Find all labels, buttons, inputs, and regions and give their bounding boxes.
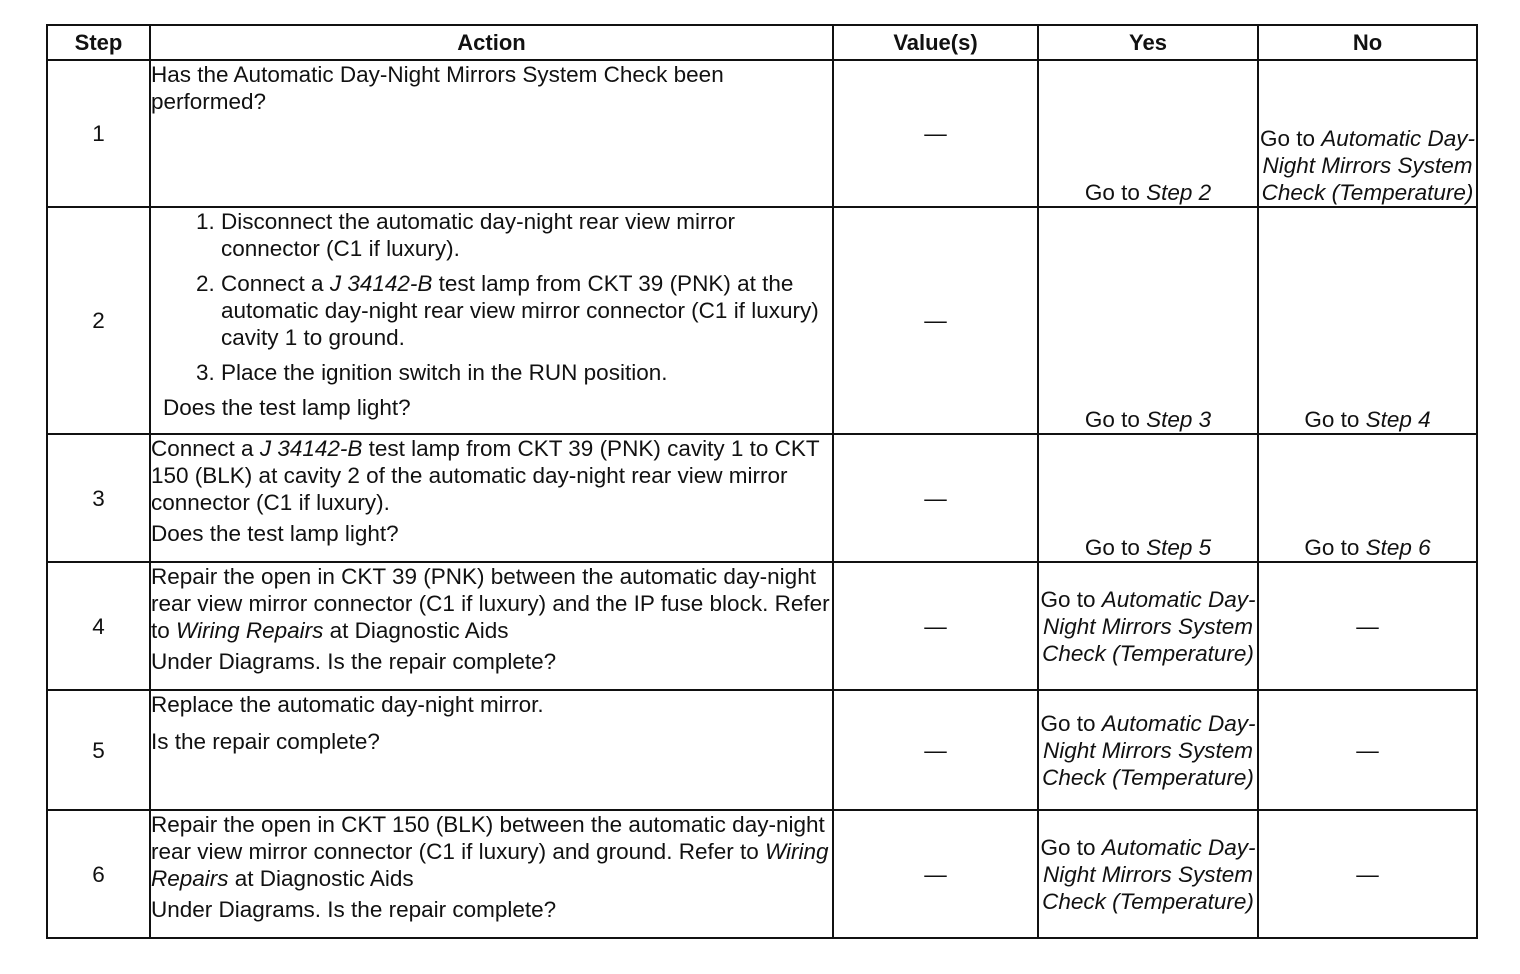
- table-row: [47, 810, 1477, 938]
- yes-prefix: Go to: [1084, 180, 1147, 205]
- diagnostic-table: [46, 24, 1478, 939]
- action-line: Has the Automatic Day-Night Mirrors System Check been performed?: [151, 62, 724, 114]
- value-dash: —: [1356, 861, 1379, 887]
- value-dash: —: [1356, 613, 1379, 639]
- value-cell: [833, 434, 1038, 562]
- substep-item: 3. Place the ignition switch in the RUN position.: [221, 359, 832, 386]
- no-link[interactable]: Step 6: [1365, 535, 1431, 560]
- value-cell: [833, 207, 1038, 434]
- no-link[interactable]: Automatic Day-Night Mirrors System Check (Temperature): [1261, 126, 1476, 205]
- value-dash: —: [924, 121, 947, 146]
- header-no: No: [1258, 25, 1477, 60]
- yes-link[interactable]: Automatic Day-Night Mirrors System Check (Temperature): [1042, 710, 1256, 790]
- yes-prefix: Go to: [1040, 710, 1102, 736]
- table-row: [47, 60, 1477, 207]
- no-cell: [1258, 810, 1477, 938]
- yes-link[interactable]: Automatic Day-Night Mirrors System Check (Temperature): [1042, 834, 1256, 914]
- yes-prefix: Go to: [1040, 834, 1102, 860]
- action-text: [150, 690, 833, 810]
- value-dash: —: [924, 308, 947, 333]
- value-cell: [833, 810, 1038, 938]
- no-link[interactable]: Step 4: [1365, 407, 1431, 432]
- table-row: [47, 562, 1477, 690]
- no-cell: [1258, 562, 1477, 690]
- table-row: [47, 434, 1477, 562]
- table-row: [47, 690, 1477, 810]
- value-dash: —: [1356, 737, 1379, 763]
- no-cell: [1258, 60, 1477, 207]
- header-row: [47, 25, 1477, 60]
- yes-cell: [1038, 562, 1258, 690]
- substep-item: 1. Disconnect the automatic day-night rear view mirror connector (C1 if luxury).: [221, 208, 832, 262]
- value-dash: —: [924, 485, 947, 511]
- header-step: Step: [47, 25, 150, 60]
- table-row: [47, 207, 1477, 434]
- action-question: Does the test lamp light?: [163, 395, 411, 420]
- value-dash: —: [924, 737, 947, 763]
- action-text: [150, 207, 833, 434]
- value-cell: [833, 60, 1038, 207]
- yes-cell: [1038, 60, 1258, 207]
- substep-item: 2. Connect a J 34142-B test lamp from CKT 39 (PNK) at the automatic day-night rear view mirror connector (C1 if luxury) cavity 1 to ground.: [221, 270, 832, 351]
- no-prefix: Go to: [1304, 407, 1366, 432]
- step-number: 5: [47, 690, 150, 810]
- action-question: Under Diagrams. Is the repair complete?: [151, 897, 557, 922]
- yes-cell: [1038, 810, 1258, 938]
- yes-link[interactable]: Step 2: [1146, 180, 1212, 205]
- substep-list: [163, 208, 832, 386]
- action-question: Does the test lamp light?: [151, 521, 399, 546]
- tool-ref: J 34142-B: [329, 271, 433, 296]
- header-action: Action: [150, 25, 833, 60]
- action-line: Repair the open in CKT 150 (BLK) between the automatic day-night rear view mirror connector (C1 if luxury) and ground. Refer to Wiring Repairs at Diagnostic Aids: [151, 812, 829, 891]
- action-text: [150, 434, 833, 562]
- header-yes: Yes: [1038, 25, 1258, 60]
- no-cell: [1258, 207, 1477, 434]
- action-text: [150, 810, 833, 938]
- yes-link[interactable]: Step 5: [1146, 535, 1212, 560]
- yes-cell: [1038, 207, 1258, 434]
- value-cell: [833, 690, 1038, 810]
- tool-ref: J 34142-B: [259, 436, 363, 461]
- wiring-repairs-ref: Wiring Repairs: [151, 839, 829, 891]
- yes-link[interactable]: Step 3: [1146, 407, 1212, 432]
- yes-cell: [1038, 434, 1258, 562]
- no-cell: [1258, 690, 1477, 810]
- yes-link[interactable]: Automatic Day-Night Mirrors System Check (Temperature): [1042, 586, 1256, 666]
- action-line: Connect a J 34142-B test lamp from CKT 39 (PNK) cavity 1 to CKT 150 (BLK) at cavity 2 of the automatic day-night rear view mirror connector (C1 if luxury).: [151, 436, 820, 515]
- no-cell: [1258, 434, 1477, 562]
- action-question: Under Diagrams. Is the repair complete?: [151, 649, 557, 674]
- no-prefix: Go to: [1259, 126, 1322, 151]
- action-line: Replace the automatic day-night mirror.: [151, 692, 544, 717]
- step-number: 2: [47, 207, 150, 434]
- step-number: 3: [47, 434, 150, 562]
- action-question: Is the repair complete?: [151, 729, 380, 754]
- value-cell: [833, 562, 1038, 690]
- no-prefix: Go to: [1304, 535, 1366, 560]
- value-dash: —: [924, 613, 947, 639]
- step-number: 1: [47, 60, 150, 207]
- value-dash: —: [924, 861, 947, 887]
- action-text: [150, 562, 833, 690]
- yes-cell: [1038, 690, 1258, 810]
- action-text: [150, 60, 833, 207]
- step-number: 4: [47, 562, 150, 690]
- step-number: 6: [47, 810, 150, 938]
- yes-prefix: Go to: [1084, 535, 1147, 560]
- yes-prefix: Go to: [1084, 407, 1147, 432]
- yes-prefix: Go to: [1040, 586, 1102, 612]
- header-values: Value(s): [833, 25, 1038, 60]
- wiring-repairs-ref: Wiring Repairs: [176, 618, 324, 643]
- action-line: Repair the open in CKT 39 (PNK) between the automatic day-night rear view mirror connector (C1 if luxury) and the IP fuse block. Refer to Wiring Repairs at Diagnostic Aids: [151, 564, 830, 643]
